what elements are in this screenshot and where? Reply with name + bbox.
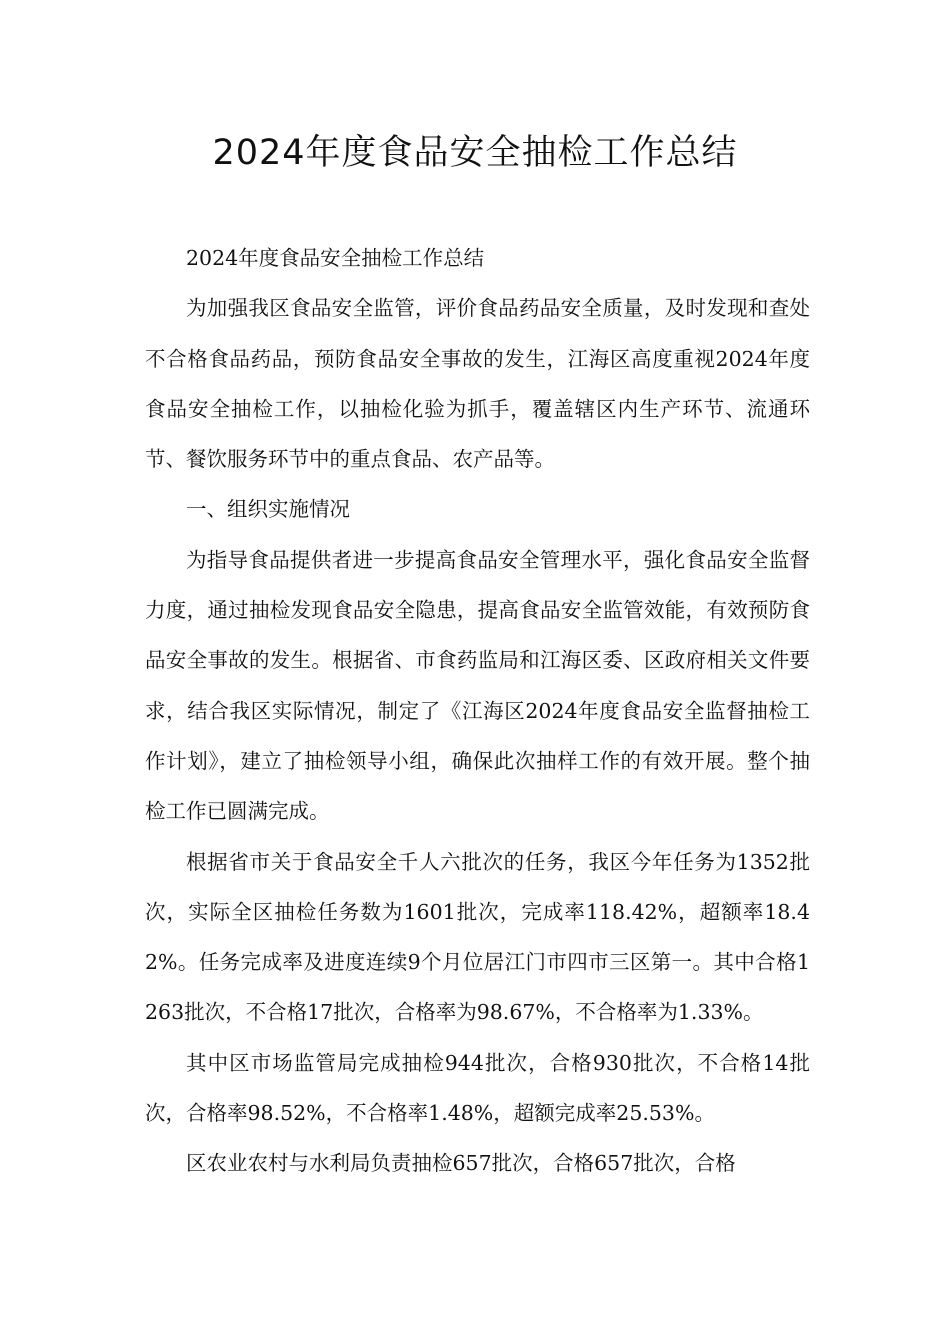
market-bureau-paragraph: 其中区市场监管局完成抽检944批次，合格930批次，不合格14批次，合格率98.52%，不合格率1.48%，超额完成率25.53%。 — [145, 1050, 810, 1126]
statistics-paragraph: 根据省市关于食品安全千人六批次的任务，我区今年任务为1352批次，实际全区抽检任务数为1601批次，完成率118.42%，超额率18.42%。任务完成率及进度连续9个月位居江门市四市三区第一。其中合格1263批次，不合格17批次，合格率为98.67%，不合格率为1.33%。 — [145, 849, 810, 1025]
implementation-paragraph: 为指导食品提供者进一步提高食品安全管理水平，强化食品安全监督力度，通过抽检发现食品安全隐患，提高食品安全监管效能，有效预防食品安全事故的发生。根据省、市食药监局和江海区委、区政府相关文件要求，结合我区实际情况，制定了《江海区2024年度食品安全监督抽检工作计划》，建立了抽检领导小组，确保此次抽样工作的有效开展。整个抽检工作已圆满完成。 — [145, 547, 810, 824]
document-title: 2024年度食品安全抽检工作总结 — [212, 133, 738, 173]
subtitle-paragraph: 2024年度食品安全抽检工作总结 — [186, 246, 485, 270]
agriculture-bureau-paragraph: 区农业农村与水利局负责抽检657批次，合格657批次，合格 — [186, 1151, 736, 1176]
section-heading: 一、组织实施情况 — [186, 497, 350, 522]
intro-paragraph: 为加强我区食品安全监管，评价食品药品安全质量，及时发现和查处不合格食品药品，预防食品安全事故的发生，江海区高度重视2024年度食品安全抽检工作，以抽检化验为抓手，覆盖辖区内生产环节、流通环节、餐饮服务环节中的重点食品、农产品等。 — [145, 296, 810, 472]
document-body — [145, 233, 810, 1189]
